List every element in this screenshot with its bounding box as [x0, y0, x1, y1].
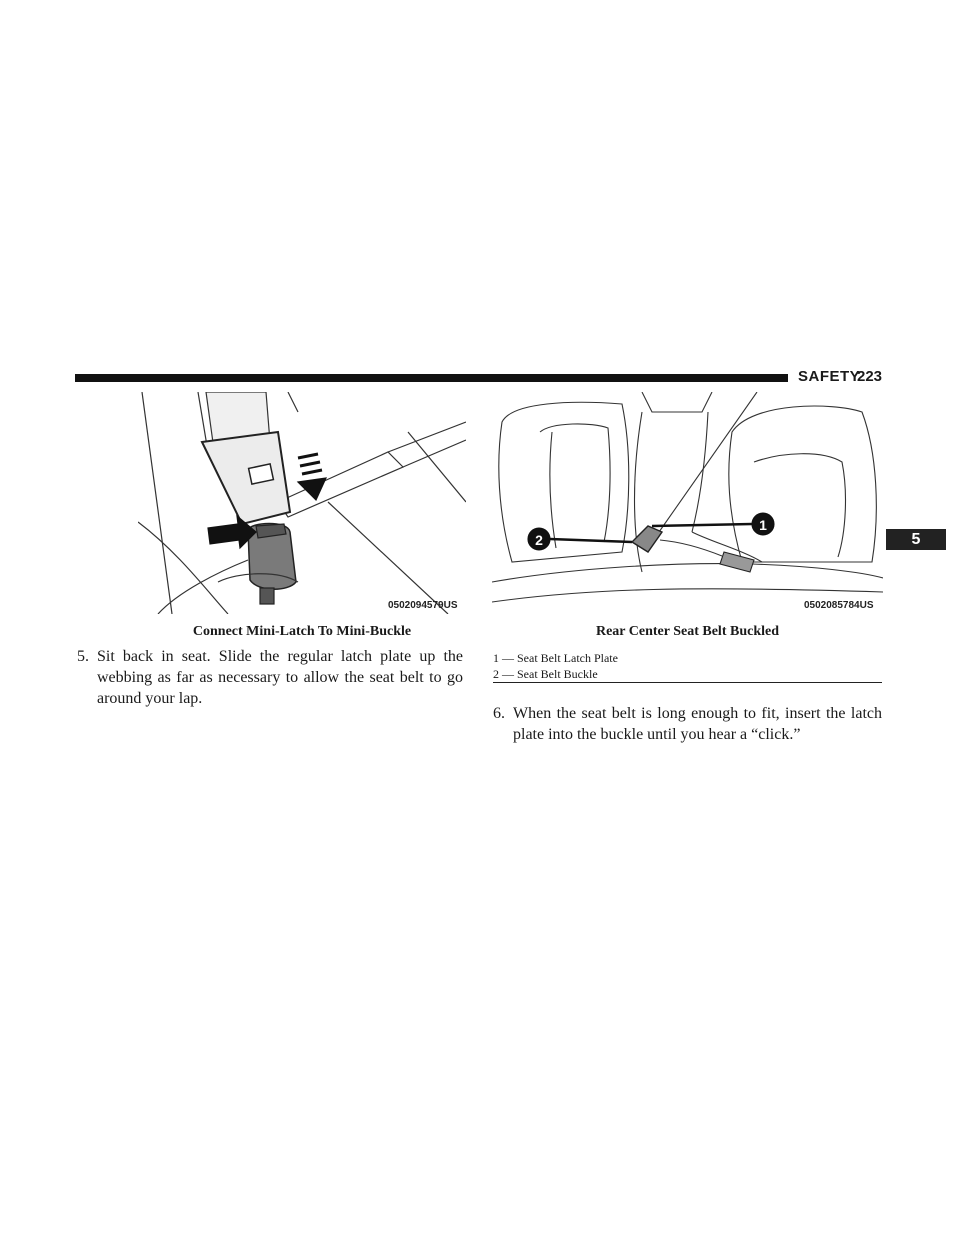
figure-legend	[493, 650, 618, 682]
figure-code: 0502094579US	[388, 600, 458, 611]
page-number: 223	[857, 368, 883, 385]
step-text: Sit back in seat. Slide the regular latch plate up the webbing as far as necessary to allow the seat belt to go around your lap.	[97, 648, 463, 707]
figure-mini-latch	[138, 392, 466, 614]
header-rule	[75, 374, 788, 382]
step-5	[77, 646, 463, 709]
mini-latch-illustration	[138, 392, 466, 614]
step-text: When the seat belt is long enough to fit, insert the latch plate into the buckle until you hear a “click.”	[513, 705, 882, 743]
callout-1-label: 1	[759, 517, 767, 533]
step-6	[493, 703, 882, 745]
figure-rear-center-belt	[492, 392, 883, 614]
header-section-title: SAFETY	[798, 368, 861, 385]
rear-seat-illustration	[492, 392, 883, 614]
figure-code: 0502085784US	[804, 600, 874, 611]
legend-item-1: 1 — Seat Belt Latch Plate	[493, 651, 618, 665]
chapter-tab: 5	[886, 529, 946, 550]
legend-rule	[493, 682, 882, 683]
step-number: 6.	[493, 705, 505, 722]
figure-caption-left: Connect Mini-Latch To Mini-Buckle	[192, 624, 412, 639]
legend-item-2: 2 — Seat Belt Buckle	[493, 667, 598, 681]
callout-2-label: 2	[535, 532, 543, 548]
figure-caption-right: Rear Center Seat Belt Buckled	[595, 624, 779, 639]
step-number: 5.	[77, 648, 89, 665]
